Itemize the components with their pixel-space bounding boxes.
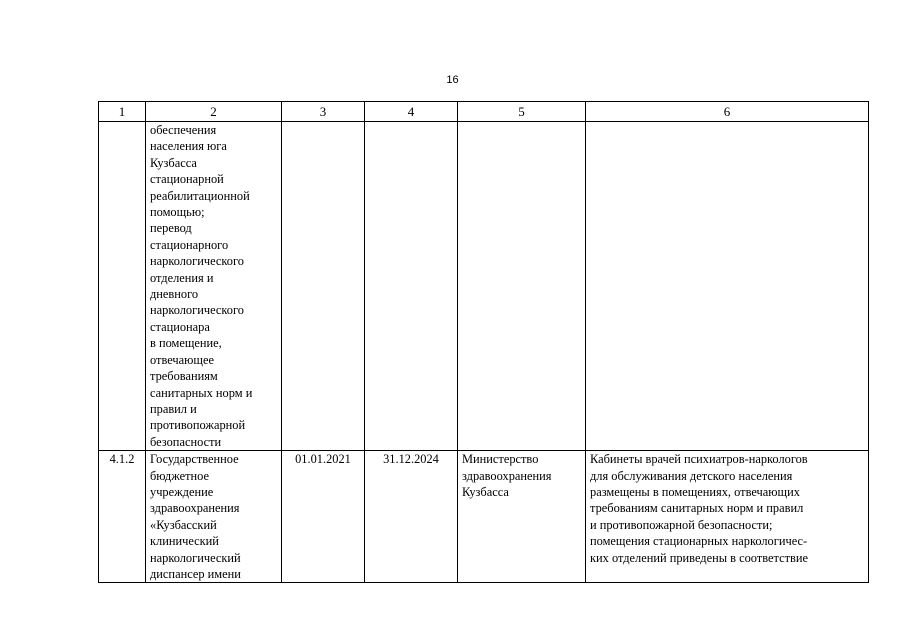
event-description-text [150, 451, 277, 582]
text-line: требованиям [150, 369, 218, 384]
program-table [98, 101, 869, 583]
text-line: и противопожарной безопасности; [590, 517, 773, 532]
text-line: клинический [150, 534, 219, 549]
text-line: реабилитационной [150, 188, 250, 203]
event-description-text [150, 122, 277, 450]
text-line: помещения стационарных наркологичес- [590, 534, 808, 549]
text-line: бюджетное [150, 468, 210, 483]
text-line: перевод [150, 221, 192, 236]
text-line: правил и [150, 401, 197, 416]
text-line: стационара [150, 319, 210, 334]
text-line: Кузбасса [150, 155, 197, 170]
table-header-row [99, 102, 869, 122]
text-line: в помещение, [150, 336, 222, 351]
text-line: размещены в помещениях, отвечающих [590, 484, 800, 499]
header-col-6: 6 [586, 102, 869, 122]
cell-event-description [146, 451, 282, 583]
cell-responsible [458, 122, 586, 451]
text-line: стационарного [150, 237, 229, 252]
table-row-continued [99, 122, 869, 451]
text-line: стационарной [150, 172, 224, 187]
text-line: наркологический [150, 550, 241, 565]
text-line: помощью; [150, 205, 205, 220]
text-line: диспансер имени [150, 566, 241, 581]
cell-end-date [365, 122, 458, 451]
cell-event-description [146, 122, 282, 451]
text-line: населения юга [150, 139, 227, 154]
text-line: здравоохранения [462, 468, 552, 483]
result-text [590, 451, 864, 566]
cell-responsible [458, 451, 586, 583]
text-line: ких отделений приведены в соответствие [590, 550, 808, 565]
header-col-2: 2 [146, 102, 282, 122]
header-col-5: 5 [458, 102, 586, 122]
text-line: здравоохранения [150, 501, 240, 516]
text-line: противопожарной [150, 418, 246, 433]
table-row-4-1-2 [99, 451, 869, 583]
text-line: учреждение [150, 484, 214, 499]
cell-number [99, 122, 146, 451]
cell-number: 4.1.2 [99, 451, 146, 583]
text-line: наркологического [150, 254, 244, 269]
cell-start-date [282, 122, 365, 451]
cell-result [586, 451, 869, 583]
cell-result [586, 122, 869, 451]
text-line: Кабинеты врачей психиатров-наркологов [590, 452, 808, 467]
cell-start-date: 01.01.2021 [282, 451, 365, 583]
header-col-4: 4 [365, 102, 458, 122]
text-line: для обслуживания детского населения [590, 468, 793, 483]
text-line: санитарных норм и [150, 385, 253, 400]
text-line: Кузбасса [462, 484, 509, 499]
cell-end-date: 31.12.2024 [365, 451, 458, 583]
responsible-text [462, 451, 581, 500]
text-line: «Кузбасский [150, 517, 217, 532]
text-line: Министерство [462, 452, 539, 467]
header-col-1: 1 [99, 102, 146, 122]
text-line: требованиям санитарных норм и правил [590, 501, 804, 516]
text-line: безопасности [150, 434, 222, 449]
page-number: 16 [446, 74, 459, 86]
text-line: отделения и [150, 270, 214, 285]
text-line: отвечающее [150, 352, 214, 367]
text-line: дневного [150, 287, 199, 302]
text-line: Государственное [150, 452, 239, 467]
text-line: наркологического [150, 303, 244, 318]
header-col-3: 3 [282, 102, 365, 122]
text-line: обеспечения [150, 123, 217, 137]
